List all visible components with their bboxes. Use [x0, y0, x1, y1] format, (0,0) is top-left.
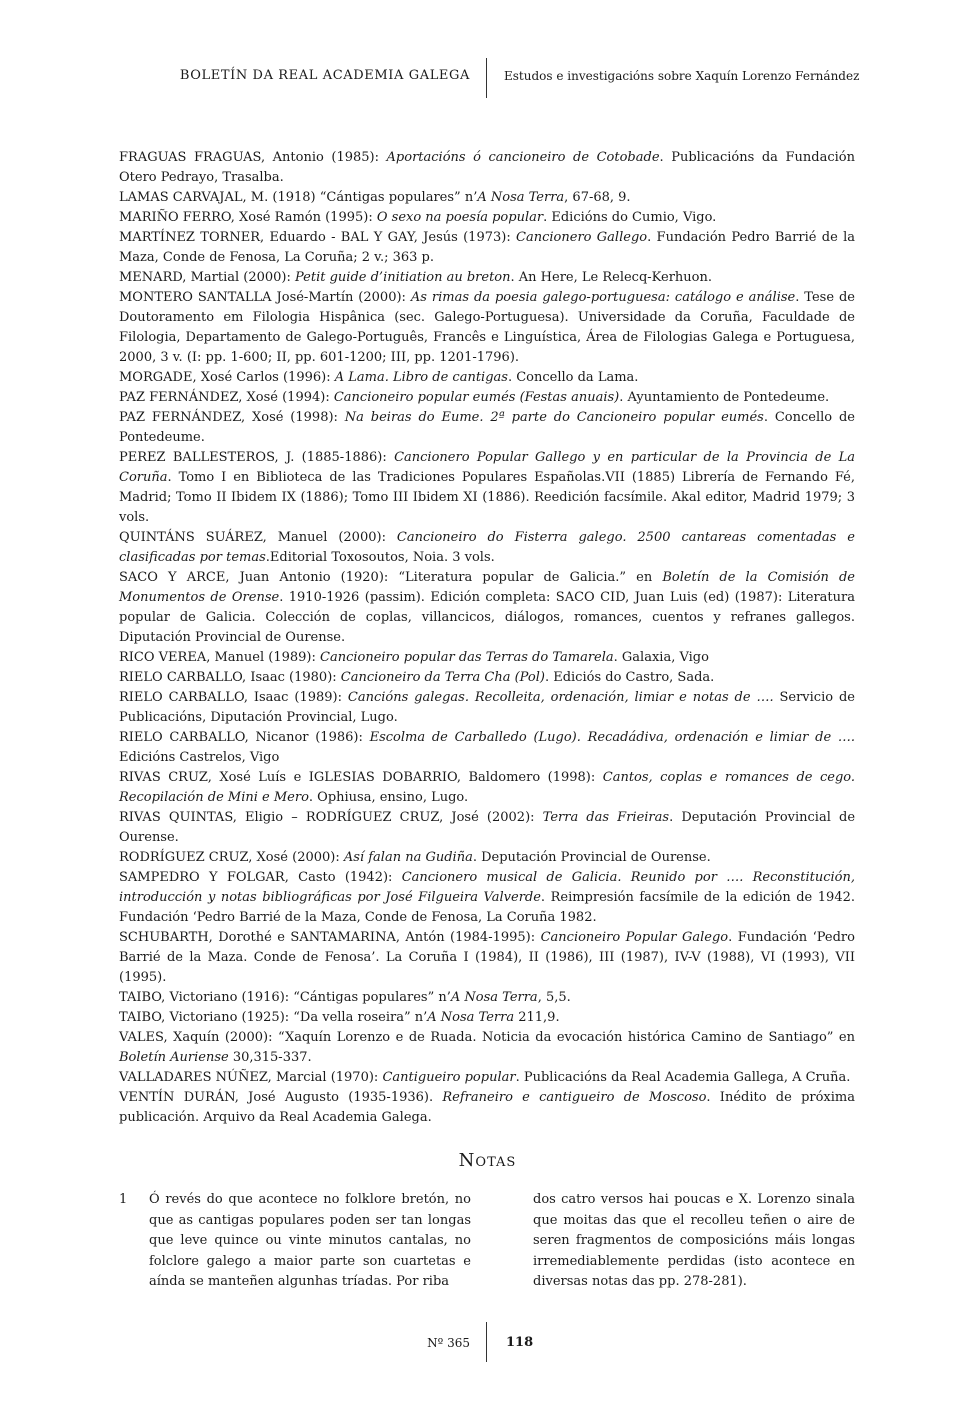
entry-rest: . Deputación Provincial de Ourense. — [119, 810, 856, 845]
bibliography-entry — [119, 928, 855, 988]
entry-rest: . Fundación Pedro Barrié de la Maza, Conde de Fenosa, La Coruña; 2 v.; 363 p. — [119, 230, 856, 265]
entry-rest: 211,9. — [514, 1010, 560, 1025]
bibliography-entry — [119, 408, 855, 448]
entry-rest: . An Here, Le Relecq-Kerhuon. — [510, 270, 713, 285]
entry-author: VENTÍN DURÁN, José Augusto (1935-1936). — [119, 1090, 443, 1105]
bibliography-entry — [119, 1008, 855, 1028]
entry-author: RIVAS QUINTAS, Eligio – RODRÍGUEZ CRUZ, José (2002): — [119, 810, 543, 825]
entry-rest: . Inédito de próxima publicación. Arquivo da Real Academia Galega. — [119, 1090, 855, 1125]
entry-title: O sexo na poesía popular — [376, 210, 544, 225]
journal-title: BOLETÍN DA REAL ACADEMIA GALEGA — [179, 68, 470, 83]
bibliography-entry — [119, 268, 855, 288]
entry-author: VALLADARES NÚÑEZ, Marcial (1970): — [119, 1070, 383, 1085]
entry-author: TAIBO, Victoriano (1925): “Da vella roseira” n’ — [119, 1010, 428, 1025]
entry-title: Así falan na Gudiña — [343, 850, 473, 865]
entry-author: RODRÍGUEZ CRUZ, Xosé (2000): — [119, 850, 344, 865]
entry-rest: . Edicións do Cumio, Vigo. — [543, 210, 717, 225]
entry-author: SACO Y ARCE, Juan Antonio (1920): “Literatura popular de Galicia.” en — [119, 570, 663, 585]
entry-rest: . Tomo I en Biblioteca de las Tradiciones Populares Españolas.VII (1885) Librería de Fernando Fé, Madrid; Tomo II Ibidem IX (1886); Tomo III Ibidem XI (1886). Reedición facsímile. Akal editor, Madrid 1979; 3 vols. — [119, 470, 855, 525]
entry-rest: .Editorial Toxosoutos, Noia. 3 vols. — [265, 550, 495, 565]
bibliography-entry — [119, 388, 855, 408]
entry-title: Cancionero Popular Gallego y en particular de la Provincia de La Coruña — [119, 450, 856, 485]
bibliography-entry — [119, 868, 855, 928]
notes-heading: Notas — [458, 1150, 517, 1171]
entry-title: Refraneiro e cantigueiro de Moscoso — [442, 1090, 707, 1105]
page-footer — [0, 1322, 975, 1366]
entry-author: MONTERO SANTALLA José-Martín (2000): — [119, 290, 411, 305]
entry-rest: . Publicacións da Real Academia Gallega, A Cruña. — [515, 1070, 851, 1085]
entry-author: VALES, Xaquín (2000): “Xaquín Lorenzo e de Ruada. Noticia da evocación histórica Camino de Santiago” en — [119, 1030, 855, 1045]
entry-rest: . 1910-1926 (passim). Edición completa: SACO CID, Juan Luis (ed) (1987): Literatura popular de Galicia. Colección de coplas, villancicos, diálogos, romances, cuentos y refranes gallegos. Diputación Provincial de Ourense. — [119, 590, 855, 645]
bibliography-entry — [119, 288, 855, 368]
entry-author: FRAGUAS FRAGUAS, Antonio (1985): — [119, 150, 387, 165]
entry-title: Aportacións ó cancioneiro de Cotobade — [386, 150, 660, 165]
entry-author: RIELO CARBALLO, Isaac (1989): — [119, 690, 348, 705]
entry-author: RIVAS CRUZ, Xosé Luís e IGLESIAS DOBARRIO, Baldomero (1998): — [119, 770, 603, 785]
bibliography-entry — [119, 688, 855, 728]
entry-title: A Nosa Terra — [477, 190, 565, 205]
bibliography-list — [119, 148, 855, 1128]
bibliography-entry — [119, 728, 855, 768]
entry-title: Cancioneiro popular das Terras do Tamarela — [320, 650, 614, 665]
entry-author: SAMPEDRO Y FOLGAR, Casto (1942): — [119, 870, 402, 885]
entry-title: Cancioneiro do Fisterra galego. 2500 cantareas comentadas e clasificadas por temas — [119, 530, 855, 565]
entry-title: Cantos, coplas e romances de cego. Recopilación de Mini e Mero — [119, 770, 855, 805]
entry-author: PEREZ BALLESTEROS, J. (1885-1886): — [119, 450, 395, 465]
entry-rest: Servicio de Publicacións, Diputación Provincial, Lugo. — [119, 690, 855, 725]
entry-title: A Lama. Libro de cantigas — [334, 370, 508, 385]
entry-rest: Edicións Castrelos, Vigo — [119, 750, 280, 765]
entry-author: QUINTÁNS SUÁREZ, Manuel (2000): — [119, 530, 397, 545]
entry-title: Cancionero musical de Galicia. Reunido por …. Reconstitución, introducción y notas bibliográficas por José Filgueira Valverde — [119, 870, 855, 905]
note-text-column-2: dos catro versos hai poucas e X. Lorenzo sinala que moitas das que el recolleu teñen o aire de seren fragmentos de composicións máis longas irremediablemente perdidas (isto acontece en diversas notas das pp. 278-281). — [533, 1192, 855, 1289]
entry-author: MENARD, Martial (2000): — [119, 270, 296, 285]
entry-author: TAIBO, Victoriano (1916): “Cántigas populares” n’ — [119, 990, 451, 1005]
entry-title: Cancioneiro Popular Galego — [540, 930, 729, 945]
entry-rest: . Fundación ‘Pedro Barrié de la Maza. Conde de Fenosa’. La Coruña I (1984), II (1986), III (1987), IV-V (1988), VI (1993), VII (1995). — [119, 930, 855, 985]
bibliography-entry — [119, 1028, 855, 1068]
issue-number: Nº 365 — [427, 1336, 470, 1350]
entry-title: Cancionero Gallego — [516, 230, 648, 245]
entry-title: A Nosa Terra — [427, 1010, 515, 1025]
entry-author: PAZ FERNÁNDEZ, Xosé (1994): — [119, 390, 334, 405]
entry-rest: . Concello de Pontedeume. — [119, 410, 855, 445]
entry-rest: . Concello da Lama. — [507, 370, 639, 385]
bibliography-entry — [119, 208, 855, 228]
entry-title: Terra das Frieiras — [542, 810, 670, 825]
bibliography-entry — [119, 228, 855, 268]
entry-title: Petit guide d’initiation au breton — [295, 270, 511, 285]
entry-rest: 30,315-337. — [228, 1050, 312, 1065]
entry-author: MARTÍNEZ TORNER, Eduardo - BAL Y GAY, Jesús (1973): — [119, 230, 517, 245]
entry-rest: . Ayuntamiento de Pontedeume. — [619, 390, 830, 405]
footer-divider — [486, 1322, 487, 1362]
entry-author: MARIÑO FERRO, Xosé Ramón (1995): — [119, 210, 377, 225]
entry-title: As rimas da poesia galego-portuguesa: catálogo e análise — [410, 290, 796, 305]
page-number: 118 — [506, 1335, 534, 1350]
bibliography-entry — [119, 808, 855, 848]
entry-author: RIELO CARBALLO, Nicanor (1986): — [119, 730, 370, 745]
bibliography-entry — [119, 448, 855, 528]
entry-author: RICO VEREA, Manuel (1989): — [119, 650, 320, 665]
section-title: Estudos e investigacións sobre Xaquín Lorenzo Fernández — [504, 69, 860, 83]
bibliography-entry — [119, 848, 855, 868]
entry-author: PAZ FERNÁNDEZ, Xosé (1998): — [119, 410, 345, 425]
entry-rest: . Ediciós do Castro, Sada. — [544, 670, 715, 685]
entry-title: Escolma de Carballedo (Lugo). Recadádiva, ordenación e limiar de …. — [369, 730, 855, 745]
entry-rest: . Reimpresión facsímile de la edición de 1942. Fundación ‘Pedro Barrié de la Maza, Conde de Fenosa, La Coruña 1982. — [119, 890, 855, 925]
bibliography-entry — [119, 1068, 855, 1088]
entry-title: Boletín Auriense — [119, 1050, 229, 1065]
entry-title: Cancións galegas. Recolleita, ordenación, limiar e notas de …. — [347, 690, 774, 705]
entry-rest: . Ophiusa, ensino, Lugo. — [308, 790, 469, 805]
entry-rest: . Deputación Provincial de Ourense. — [472, 850, 711, 865]
bibliography-entry — [119, 148, 855, 188]
entry-rest: . Publicacións da Fundación Otero Pedrayo, Trasalba. — [119, 150, 855, 185]
entry-title: A Nosa Terra — [450, 990, 538, 1005]
bibliography-entry — [119, 568, 855, 648]
entry-rest: , 67-68, 9. — [564, 190, 631, 205]
running-head — [0, 58, 975, 102]
note-number: 1 — [119, 1192, 128, 1207]
entry-rest: , 5,5. — [537, 990, 571, 1005]
bibliography-entry — [119, 1088, 855, 1128]
bibliography-entry — [119, 988, 855, 1008]
bibliography-entry — [119, 668, 855, 688]
bibliography-entry — [119, 768, 855, 808]
entry-author: RIELO CARBALLO, Isaac (1980): — [119, 670, 341, 685]
entry-author: MORGADE, Xosé Carlos (1996): — [119, 370, 335, 385]
entry-title: Cancioneiro popular eumés (Festas anuais) — [333, 390, 620, 405]
entry-rest: . Tese de Doutoramento em Filologia Hispânica (sec. Galego-Portuguesa). Universidade da Coruña, Faculdade de Filologia, Departamento de Galego-Português, Francês e Linguística, Área de Filologias Galega e Portuguesa, 2000, 3 v. (I: pp. 1-600; II, pp. 601-1200; III, pp. 1201-1796). — [119, 290, 855, 365]
entry-title: Cantigueiro popular — [382, 1070, 516, 1085]
bibliography-entry — [119, 528, 855, 568]
entry-author: LAMAS CARVAJAL, M. (1918) “Cántigas populares” n’ — [119, 190, 478, 205]
entry-author: SCHUBARTH, Dorothé e SANTAMARINA, Antón (1984-1995): — [119, 930, 541, 945]
bibliography-entry — [119, 368, 855, 388]
note-text-column-1: Ó revés do que acontece no folklore bretón, no que as cantigas populares poden ser tan longas que leve quince ou vinte minutos cantalas, no folclore galego a maior parte son cuartetas e aínda se manteñen algunhas tríadas. Por riba — [149, 1192, 471, 1289]
entry-title: Cancioneiro da Terra Cha (Pol) — [340, 670, 545, 685]
header-divider — [486, 58, 487, 98]
entry-title: Na beiras do Eume. 2ª parte do Cancioneiro popular eumés — [344, 410, 764, 425]
bibliography-entry — [119, 188, 855, 208]
entry-title: Boletín de la Comisión de Monumentos de Orense — [119, 570, 855, 605]
entry-rest: . Galaxia, Vigo — [613, 650, 709, 665]
bibliography-entry — [119, 648, 855, 668]
